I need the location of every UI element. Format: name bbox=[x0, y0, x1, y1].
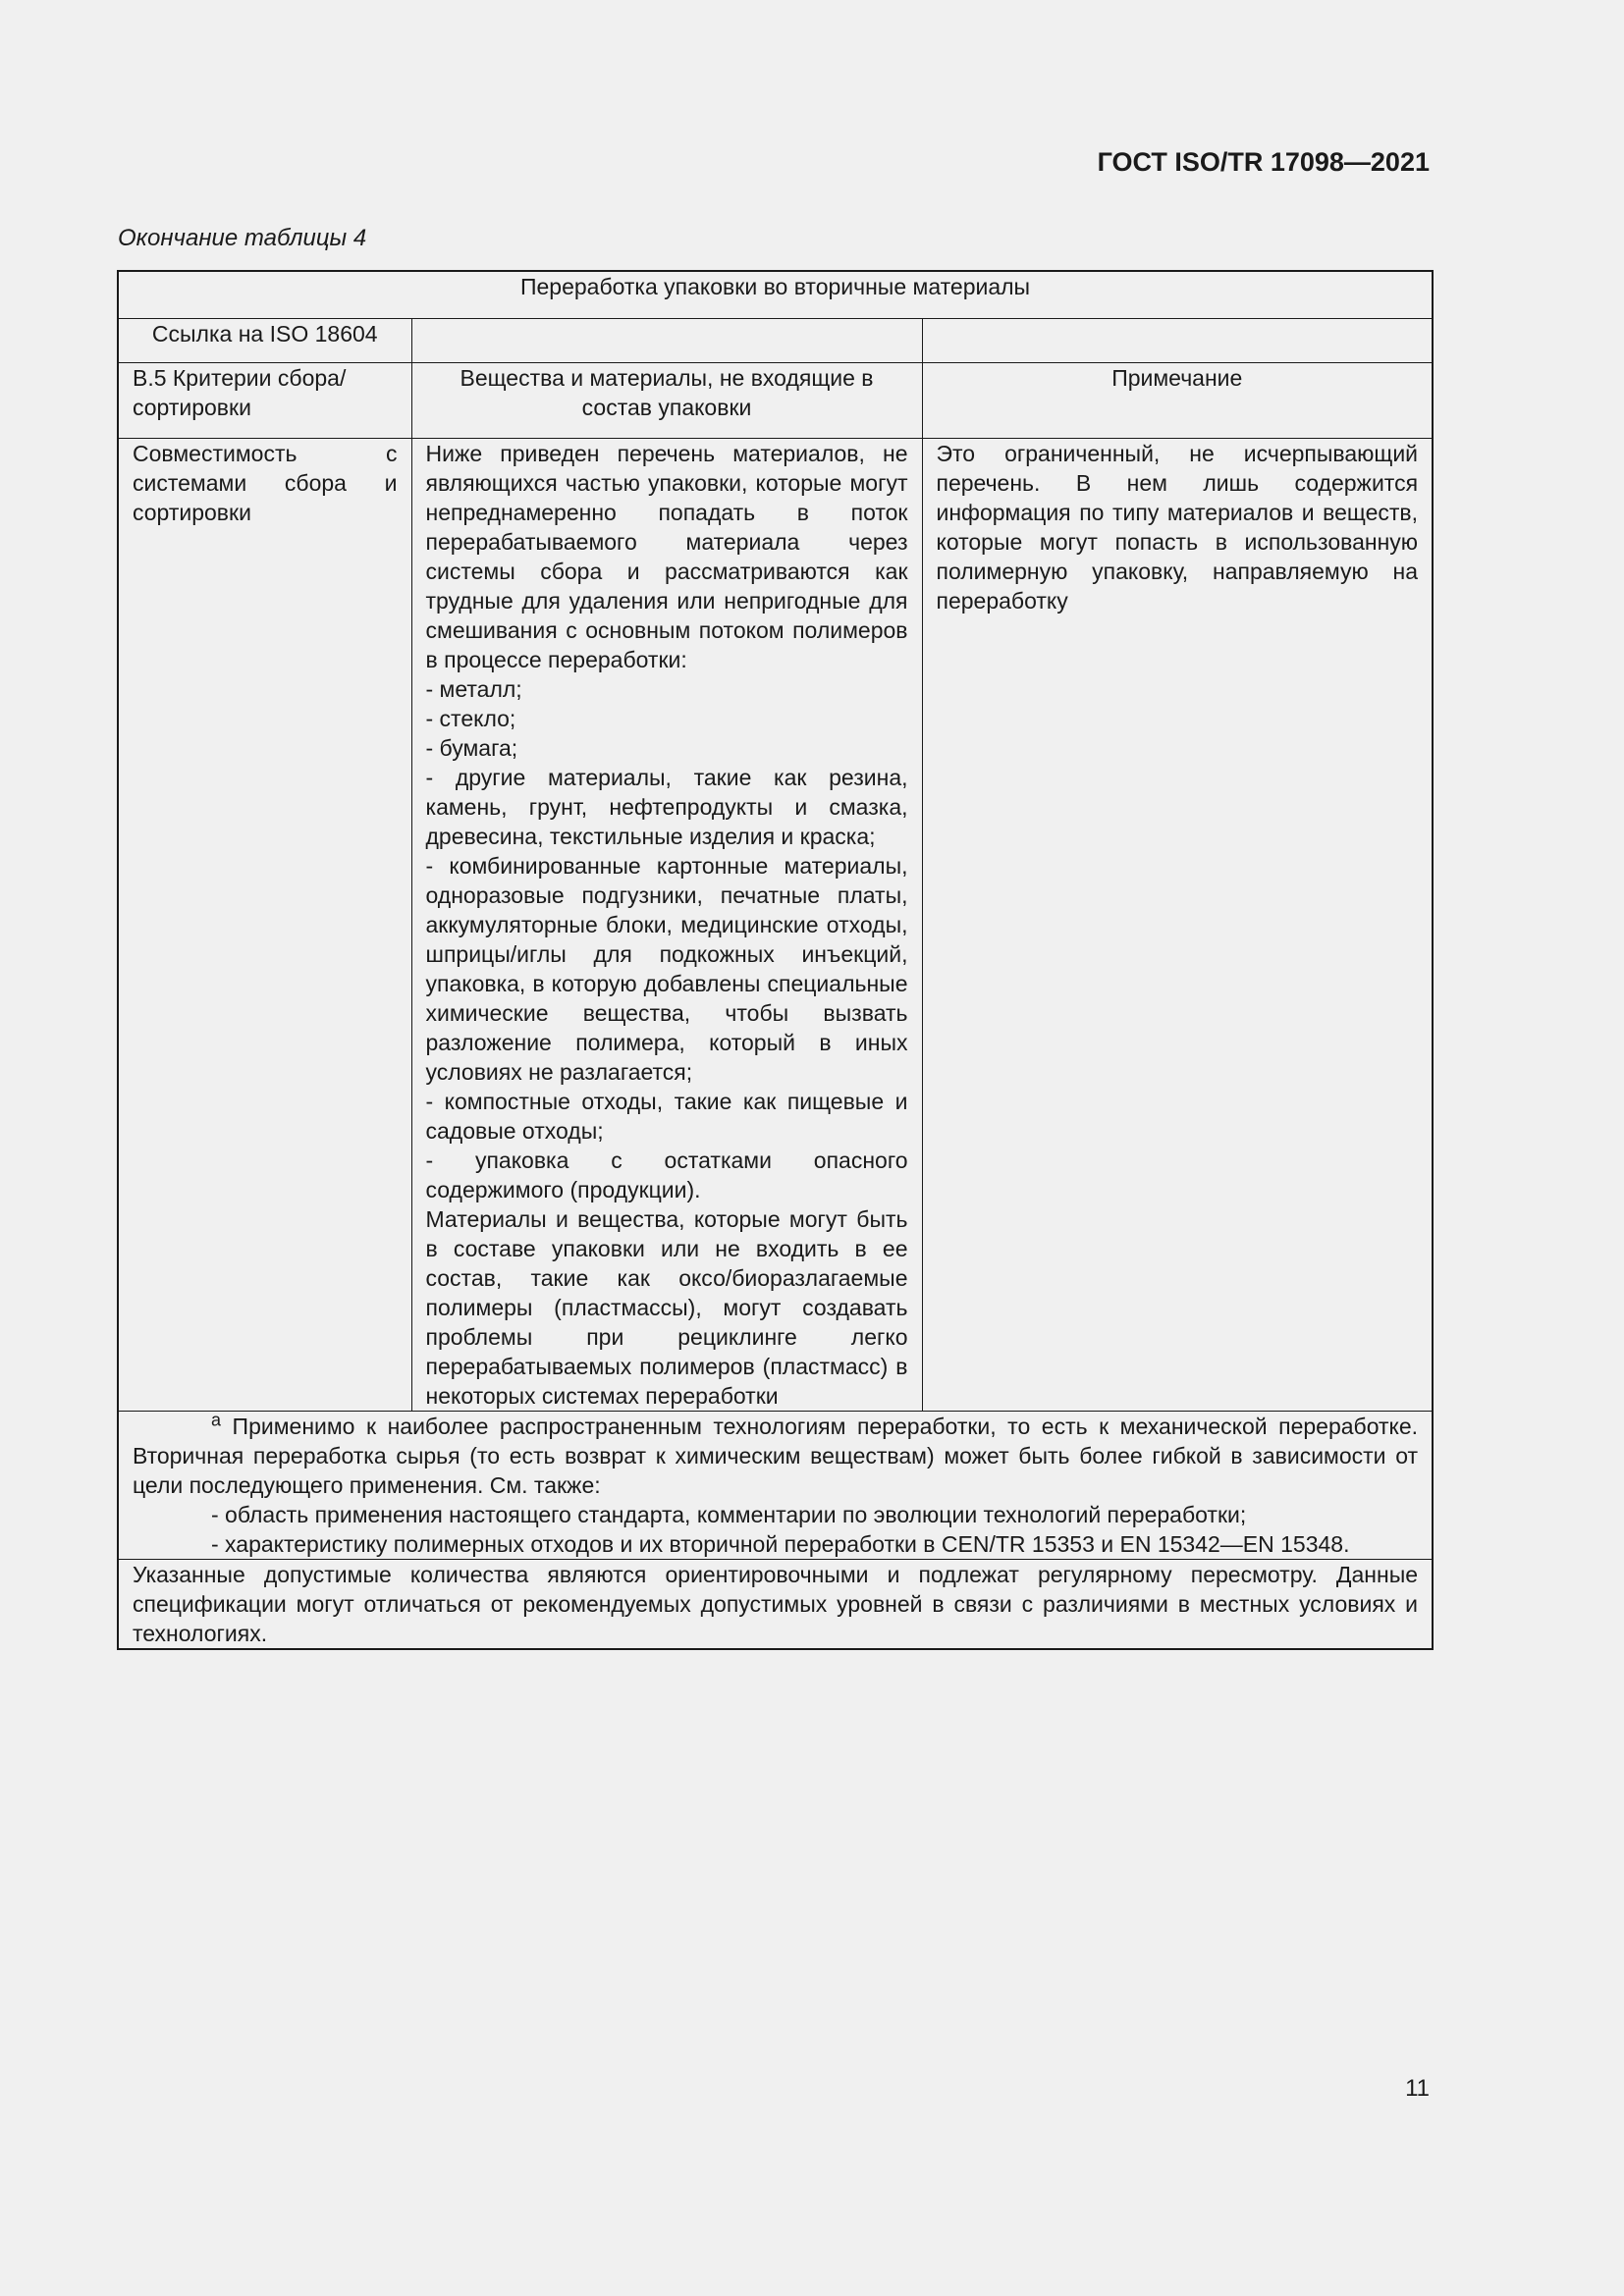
criteria-table bbox=[117, 270, 1434, 1650]
general-note-cell bbox=[118, 1560, 1433, 1650]
page-number: 11 bbox=[1405, 2075, 1430, 2102]
footnote-paragraph bbox=[133, 1412, 1418, 1500]
general-note-row bbox=[118, 1560, 1433, 1650]
substances-item: - комбинированные картонные материалы, одноразовые подгузники, печатные платы, аккумуляторные блоки, медицинские отходы, шприцы/иглы для подкожных инъекций, упаковка, в которую добавлены специальные химические вещества, чтобы вызвать разложение полимера, который в иных условиях не разлагается; bbox=[425, 853, 908, 1085]
footnote-mark: a bbox=[211, 1410, 222, 1430]
footnote-item: - характеристику полимерных отходов и их вторичной переработки в CEN/TR 15353 и EN 15342—EN 15348. bbox=[211, 1531, 1350, 1557]
header-note: Примечание bbox=[922, 363, 1433, 439]
footnote-cell bbox=[118, 1412, 1433, 1560]
footnote-row bbox=[118, 1412, 1433, 1560]
criteria-cell bbox=[118, 439, 411, 1412]
table-title-row bbox=[118, 271, 1433, 319]
substances-cell bbox=[411, 439, 922, 1412]
general-note-text: Указанные допустимые количества являются ориентировочными и подлежат регулярному пересмотру. Данные спецификации могут отличаться от рекомендуемых допустимых уровней в связи с различиями в местных условиях и технологиях. bbox=[133, 1562, 1419, 1646]
substances-intro: Ниже приведен перечень материалов, не являющихся частью упаковки, которые могут непреднамеренно попадать в поток перерабатываемого материала через системы сбора и рассматриваются как трудные для удаления или непригодные для смешивания с основным потоком полимеров в процессе переработки: bbox=[425, 441, 908, 672]
header-criteria: B.5 Критерии сбора/ сортировки bbox=[118, 363, 411, 439]
reference-cell-3 bbox=[922, 319, 1433, 363]
document-header: ГОСТ ISO/TR 17098—2021 bbox=[1097, 147, 1430, 177]
reference-row bbox=[118, 319, 1433, 363]
note-text: Это ограниченный, не исчерпывающий перечень. В нем лишь содержится информация по типу материалов и веществ, которые могут попасть в использованную полимерную упаковку, направляемую на переработку bbox=[936, 441, 1419, 614]
substances-item: - упаковка с остатками опасного содержимого (продукции). bbox=[425, 1148, 908, 1202]
footnote-text: Применимо к наиболее распространенным технологиям переработки, то есть к механической переработке. Вторичная переработка сырья (то есть возврат к химическим веществам) может быть более гибкой в зависимости от цели последующего применения. См. также: bbox=[133, 1414, 1419, 1498]
substances-outro: Материалы и вещества, которые могут быть в составе упаковки или не входить в ее состав, такие как оксо/биоразлагаемые полимеры (пластмассы), могут создавать проблемы при рециклинге легко перерабатываемых полимеров (пластмасс) в некоторых системах переработки bbox=[425, 1206, 908, 1409]
reference-label: Ссылка на ISO 18604 bbox=[118, 319, 411, 363]
table-caption: Окончание таблицы 4 bbox=[118, 225, 367, 251]
reference-cell-2 bbox=[411, 319, 922, 363]
criteria-text: Совместимость с системами сбора и сортировки bbox=[133, 441, 398, 525]
substances-item: - стекло; bbox=[425, 706, 516, 731]
note-cell bbox=[922, 439, 1433, 1412]
footnote-item: - область применения настоящего стандарта, комментарии по эволюции технологий переработки; bbox=[211, 1502, 1247, 1527]
header-substances: Вещества и материалы, не входящие в состав упаковки bbox=[411, 363, 922, 439]
header-row bbox=[118, 363, 1433, 439]
table-title: Переработка упаковки во вторичные материалы bbox=[118, 271, 1433, 319]
body-row bbox=[118, 439, 1433, 1412]
substances-item: - другие материалы, такие как резина, камень, грунт, нефтепродукты и смазка, древесина, текстильные изделия и краска; bbox=[425, 765, 908, 849]
substances-item: - бумага; bbox=[425, 735, 518, 761]
substances-item: - компостные отходы, такие как пищевые и садовые отходы; bbox=[425, 1089, 908, 1144]
substances-item: - металл; bbox=[425, 676, 522, 702]
